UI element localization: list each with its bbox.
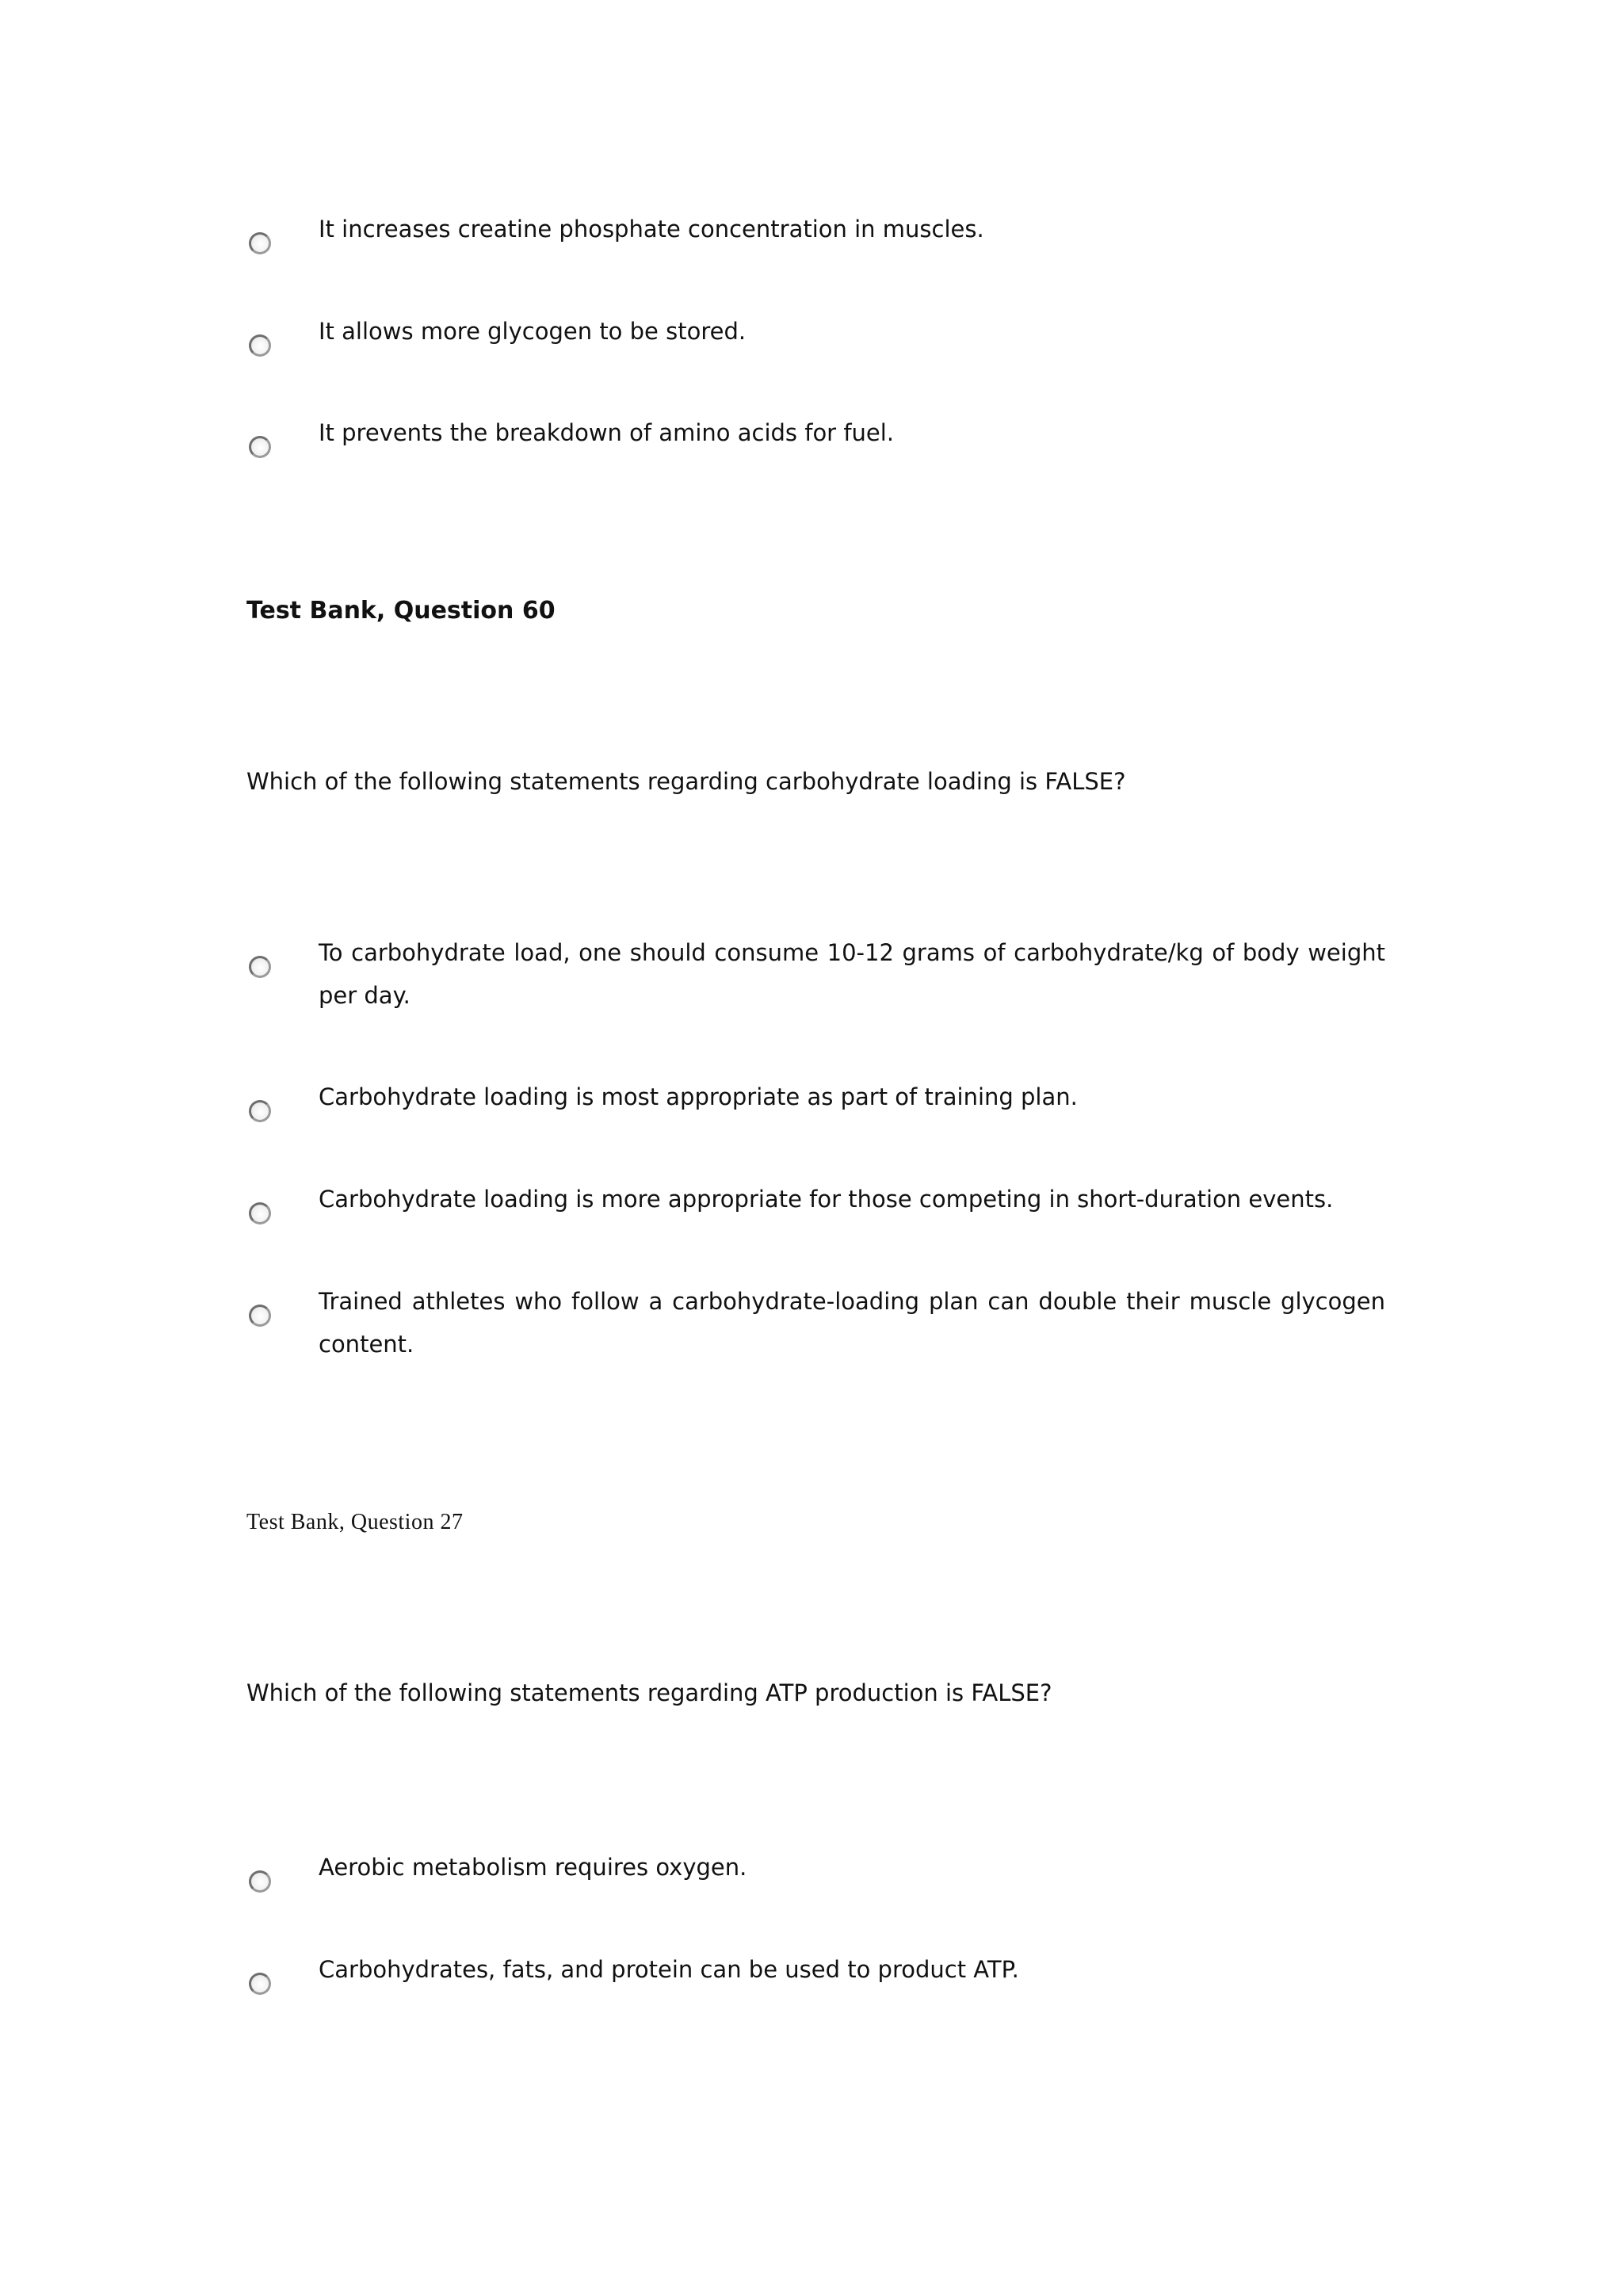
option-text: It allows more glycogen to be stored.: [319, 318, 747, 345]
option-text: Trained athletes who follow a carbohydrate-loading plan can double their muscle glycogen content.: [319, 1288, 1385, 1358]
question-heading: Test Bank, Question 27: [246, 1510, 464, 1534]
question-prompt: Which of the following statements regarding ATP production is FALSE?: [246, 1679, 1052, 1706]
option-text: Carbohydrate loading is more appropriate for those competing in short-duration events.: [319, 1186, 1334, 1213]
radio-button[interactable]: [249, 436, 271, 458]
option-text: Aerobic metabolism requires oxygen.: [319, 1854, 747, 1881]
radio-button[interactable]: [249, 1202, 271, 1224]
radio-button[interactable]: [249, 956, 271, 978]
option-text: It increases creatine phosphate concentration in muscles.: [319, 216, 984, 243]
option-text: To carbohydrate load, one should consume 10-12 grams of carbohydrate/kg of body weight per day.: [319, 939, 1385, 1009]
question-prompt: Which of the following statements regarding carbohydrate loading is FALSE?: [246, 768, 1126, 795]
radio-button[interactable]: [249, 1973, 271, 1995]
option-text: Carbohydrate loading is most appropriate as part of training plan.: [319, 1083, 1078, 1110]
radio-button[interactable]: [249, 1305, 271, 1327]
radio-button[interactable]: [249, 1100, 271, 1122]
radio-button[interactable]: [249, 1870, 271, 1893]
question-heading: Test Bank, Question 60: [246, 597, 556, 625]
option-text: Carbohydrates, fats, and protein can be used to product ATP.: [319, 1956, 1019, 1983]
option-text: It prevents the breakdown of amino acids for fuel.: [319, 419, 895, 446]
radio-button[interactable]: [249, 232, 271, 254]
radio-button[interactable]: [249, 334, 271, 357]
